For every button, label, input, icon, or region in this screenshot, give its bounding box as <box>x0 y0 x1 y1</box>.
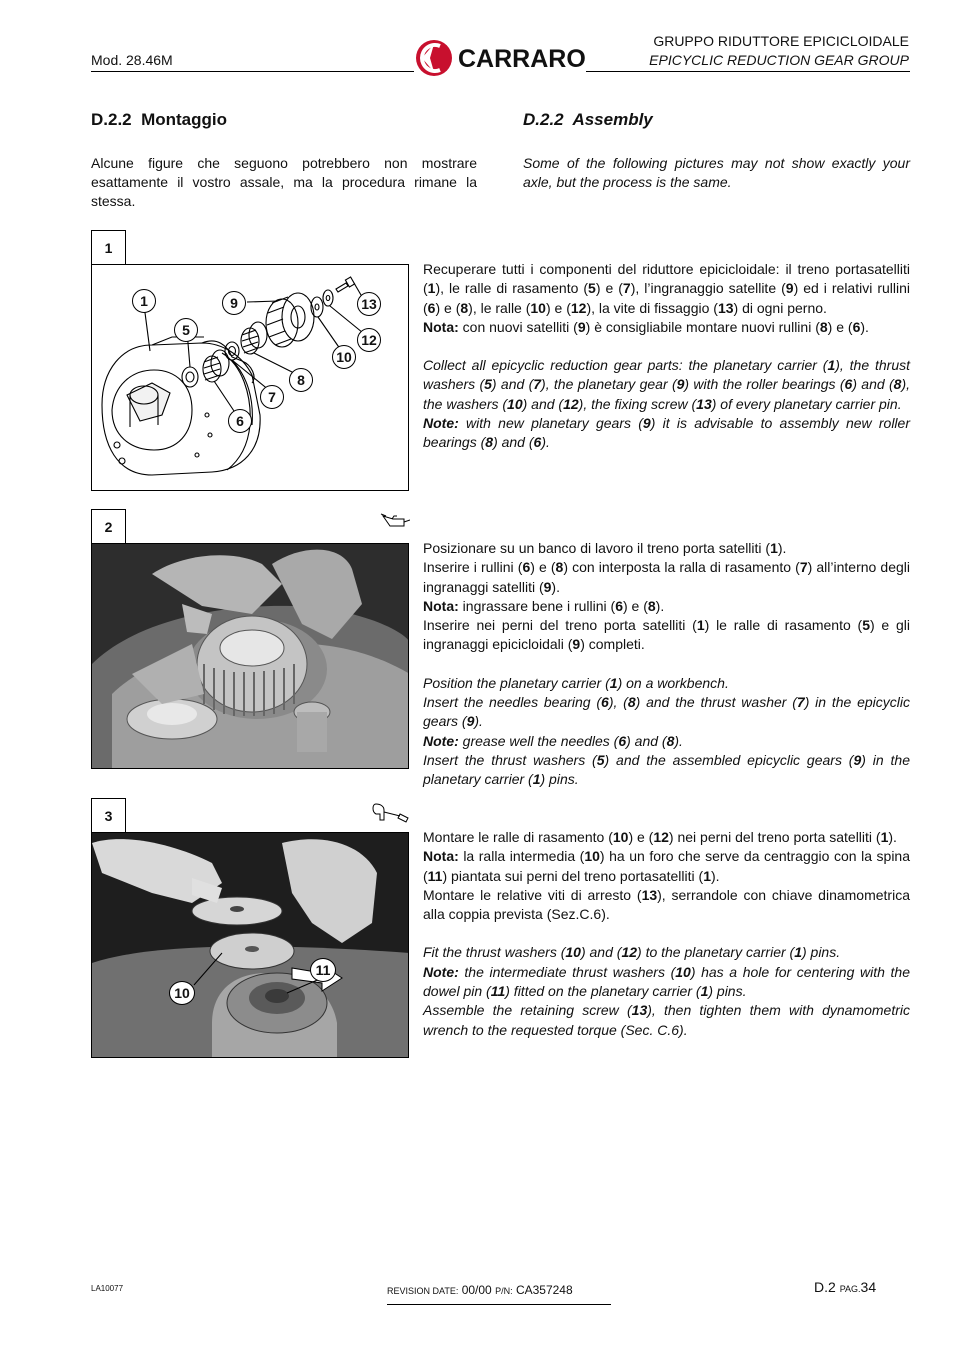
callout-12: 12 <box>357 328 381 352</box>
carraro-logo <box>414 38 586 78</box>
step-3-en-3: Assemble the retaining screw (13), then tighten them with dynamometric wrench to the requested torque (Sec. C.6). <box>423 1002 910 1038</box>
revision-label: REVISION DATE: <box>387 1286 459 1296</box>
figure-1-exploded-drawing <box>91 264 409 491</box>
callout-11-fig3: 11 <box>310 958 336 982</box>
step-1-it-main: Recuperare tutti i componenti del riduttore epicicloidale: il treno portasatelliti (1), le ralle di rasamento (5) e (7), l’ingranaggio satellite (9) ed i relativi rullini (6) e (8), le ralle (10) e (12), la vite di fissaggio (13) di ogni perno. <box>423 261 910 316</box>
figure-3-number: 3 <box>91 798 126 832</box>
step-2-en-4: Insert the thrust washers (5) and the assembled epicyclic gears (9) in the planetary carrier (1) pins. <box>423 751 911 788</box>
step-1-it-note: Nota: con nuovi satelliti (9) è consigliabile montare nuovi rullini (8) e (6). <box>423 318 869 335</box>
pn-label: P/N: <box>495 1286 513 1296</box>
step-2-en-2: Insert the needles bearing (6), (8) and the thrust washer (7) in the epicyclic gears (9). <box>423 694 910 730</box>
svg-text:CARRARO: CARRARO <box>458 45 586 73</box>
header-title-it: GRUPPO RIDUTTORE EPICICLOIDALE <box>653 33 909 49</box>
intro-text-it: Alcune figure che seguono potrebbero non mostrare esattamente il vostro assale, ma la procedura rimane la stessa. <box>91 155 477 209</box>
torque-wrench-icon <box>370 800 410 826</box>
step-3-it-3: Montare le relative viti di arresto (13), serrandole con chiave dinamometrica alla coppia prevista (Sez.C.6). <box>423 886 910 923</box>
header-rule-right <box>586 71 910 72</box>
figure-1-number: 1 <box>91 230 126 264</box>
step-3-it-2: Nota: la ralla intermedia (10) ha un foro che serve da centraggio con la spina (11) piantata sui perni del treno portasatelliti (1). <box>423 848 910 884</box>
step-2-it-1: Posizionare su un banco di lavoro il treno porta satelliti (1). <box>423 540 787 556</box>
revision-info <box>387 1283 573 1297</box>
step-2-en-1: Position the planetary carrier (1) on a workbench. <box>423 674 729 691</box>
figure-2-number: 2 <box>91 509 126 543</box>
page-label: PAG. <box>839 1284 861 1294</box>
step-2-it-4: Inserire nei perni del treno porta satelliti (1) le ralle di rasamento (5) e gli ingranaggi epicicloidali (9) completi. <box>423 617 910 653</box>
step-2-it-2: Inserire i rullini (6) e (8) con interposta la ralla di rasamento (7) all’interno degli ingranaggi satelliti (9). <box>423 559 910 595</box>
callout-6: 6 <box>228 409 252 433</box>
step-1-en-main: Collect all epicyclic reduction gear parts: the planetary carrier (1), the thrust washers (5) and (7), the planetary gear (9) with the roller bearings (6) and (8), the washers (10) and (12), the fixing screw (13) of every planetary carrier pin. <box>423 357 911 412</box>
pn-value: CA357248 <box>515 1283 573 1297</box>
intro-text-en: Some of the following pictures may not show exactly your axle, but the process is the same. <box>523 155 910 190</box>
callout-10: 10 <box>332 345 356 369</box>
callout-7: 7 <box>260 385 284 409</box>
step-2-text <box>423 539 910 790</box>
page-value: 34 <box>860 1279 877 1295</box>
section-title-en: D.2.2 Assembly <box>523 110 653 129</box>
figure-3-photo <box>91 832 409 1058</box>
figure-2-photo <box>91 543 409 769</box>
step-3-en-2: Note: the intermediate thrust washers (10) has a hole for centering with the dowel pin (11) fitted on the planetary carrier (1) pins. <box>423 963 910 1000</box>
callout-8: 8 <box>289 368 313 392</box>
step-3-text <box>423 828 910 1040</box>
section-title-it: D.2.2 Montaggio <box>91 110 227 129</box>
page-number <box>814 1279 876 1295</box>
callout-1: 1 <box>132 289 156 313</box>
callout-13: 13 <box>357 292 381 316</box>
step-3-it-1: Montare le ralle di rasamento (10) e (12) nei perni del treno porta satelliti (1). <box>423 829 897 845</box>
model-label: Mod. 28.46M <box>91 52 173 68</box>
header-rule-left <box>91 71 414 72</box>
callout-10-fig3: 10 <box>169 981 195 1005</box>
callout-5: 5 <box>174 318 198 342</box>
step-1-en-note: Note: with new planetary gears (9) it is advisable to assembly new roller bearings (8) and (6). <box>423 415 910 451</box>
document-code: LA10077 <box>91 1284 124 1293</box>
section-code: D.2 <box>814 1279 836 1295</box>
step-1-text <box>423 260 910 453</box>
grease-oiler-icon <box>380 510 410 532</box>
revision-value: 00/00 <box>461 1283 492 1297</box>
footer-rule <box>387 1304 611 1305</box>
callout-9: 9 <box>222 291 246 315</box>
step-3-en-1: Fit the thrust washers (10) and (12) to the planetary carrier (1) pins. <box>423 944 841 961</box>
step-2-en-3: Note: grease well the needles (6) and (8). <box>423 732 683 749</box>
step-2-it-3: Nota: ingrassare bene i rullini (6) e (8). <box>423 597 665 614</box>
header-title-en: EPICYCLIC REDUCTION GEAR GROUP <box>649 52 909 68</box>
